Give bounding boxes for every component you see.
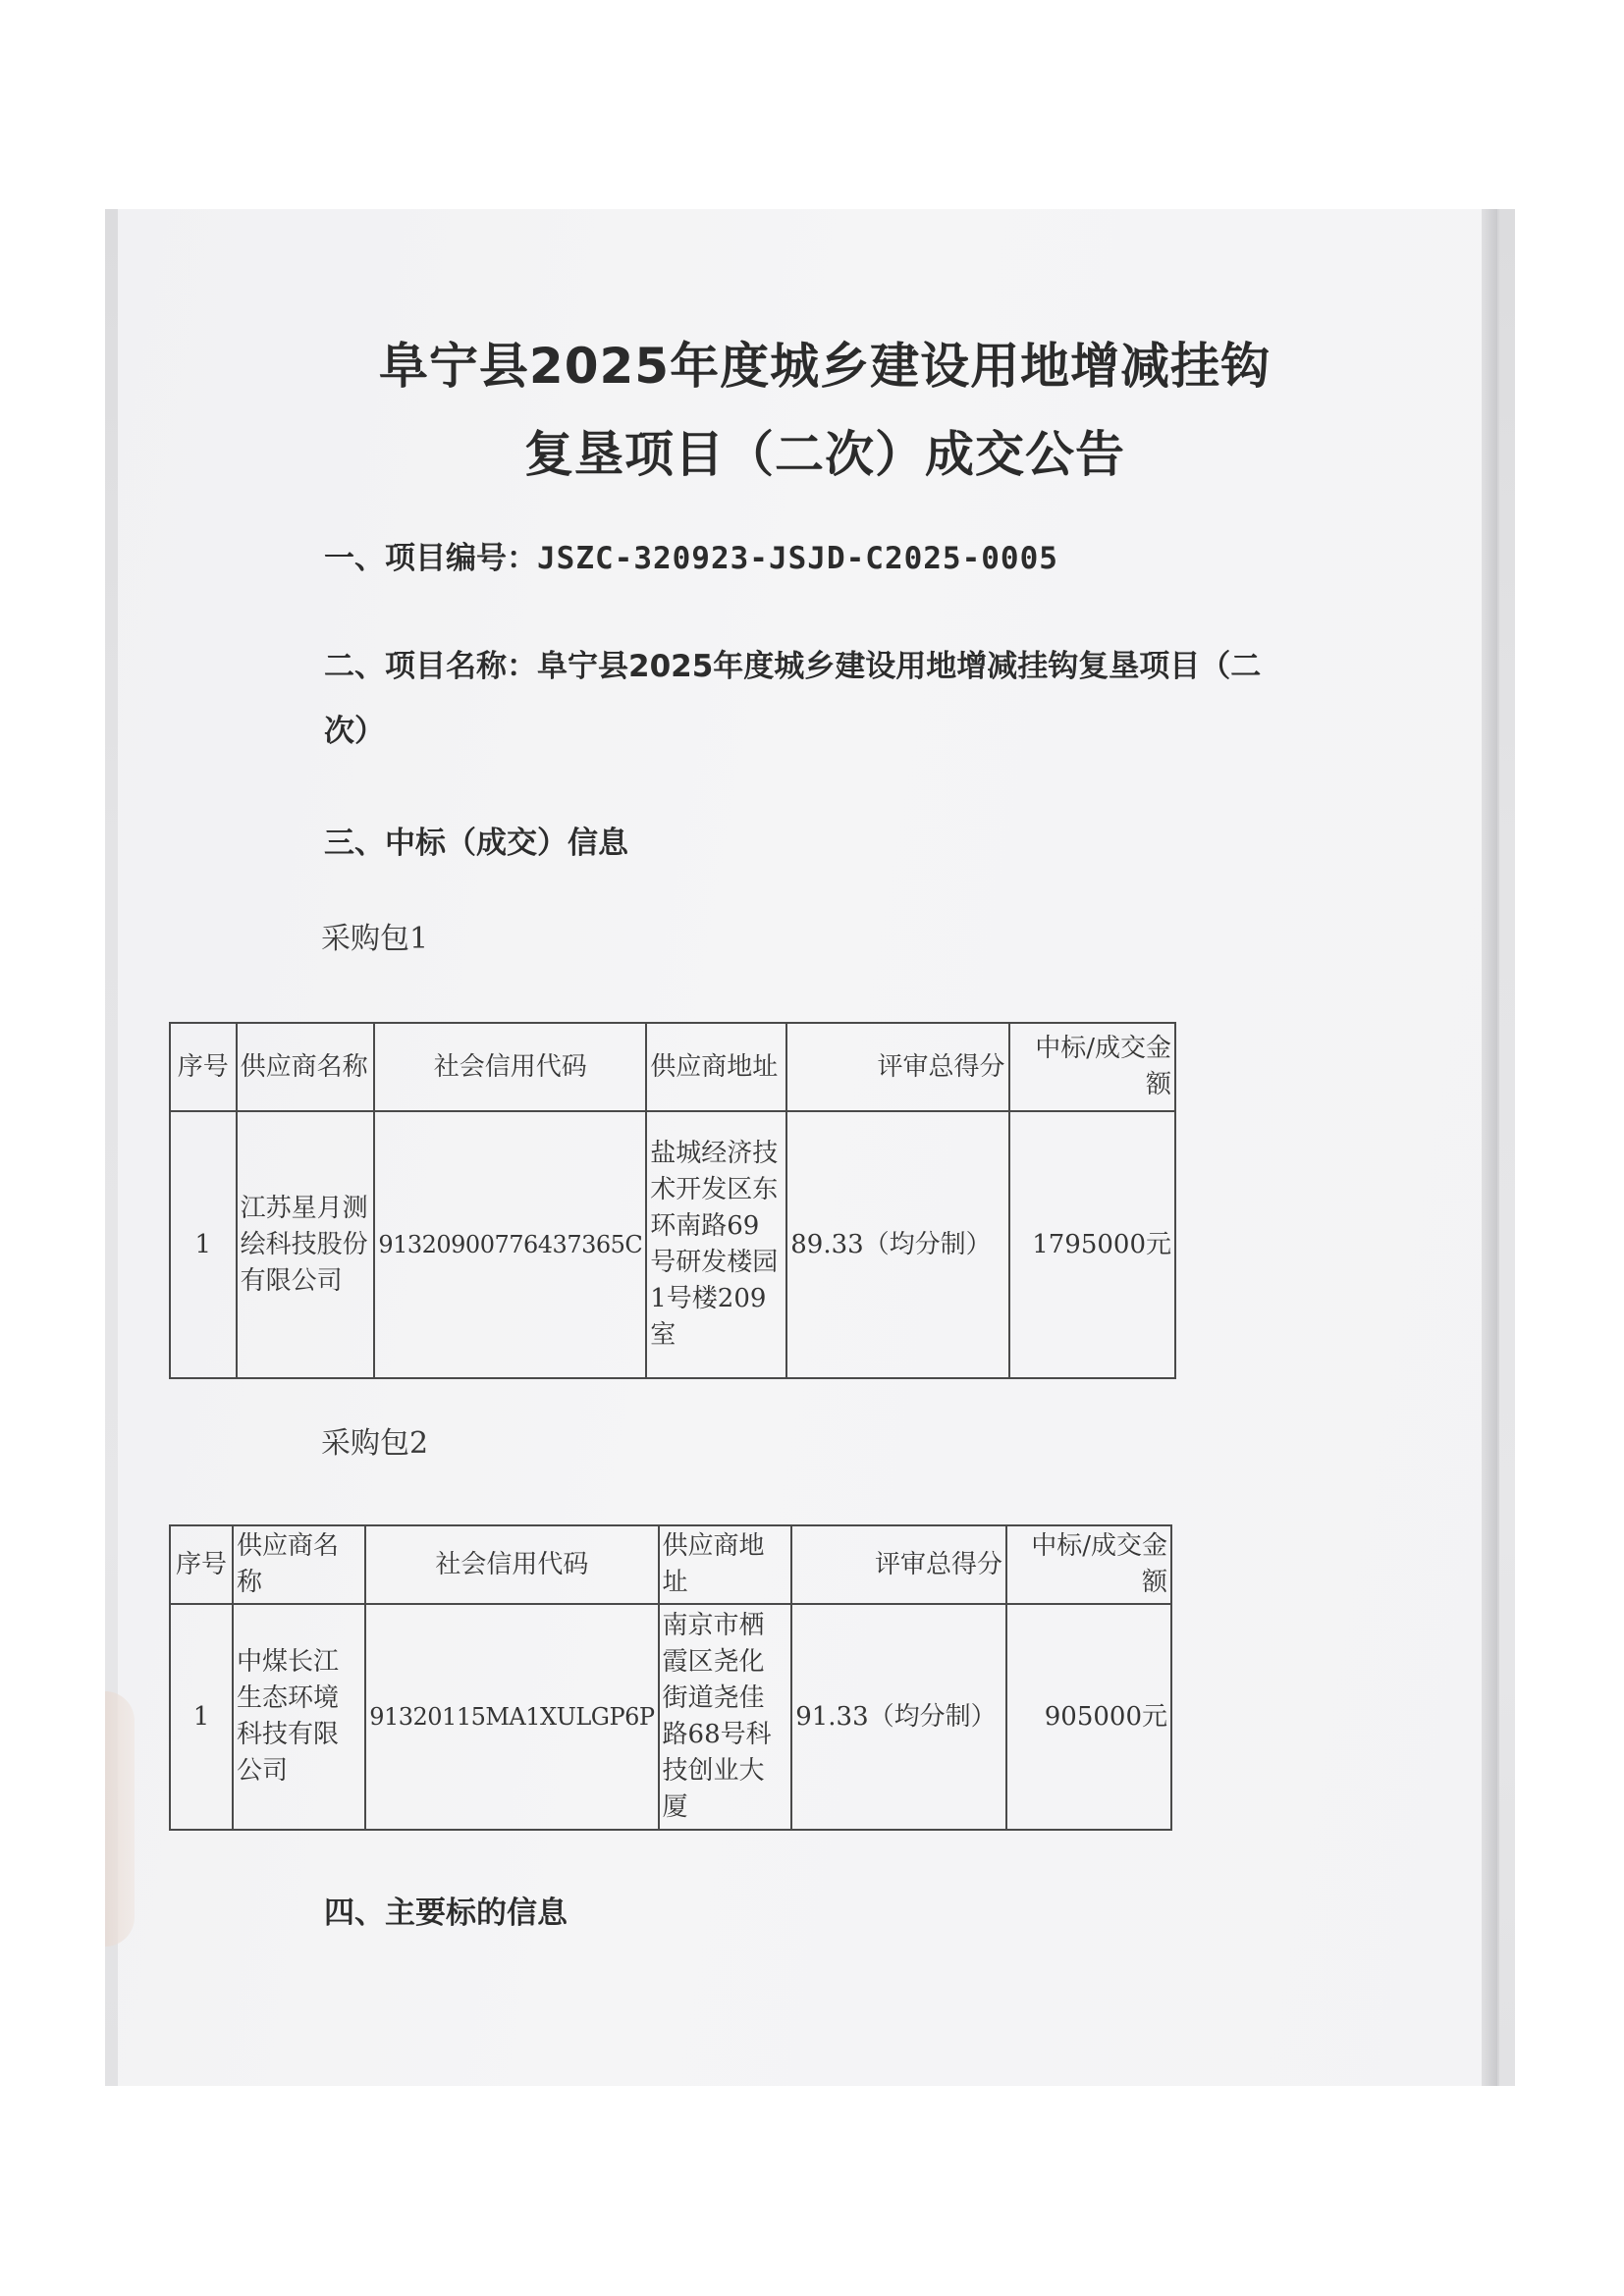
section-main-subject-info: 四、主要标的信息 (324, 1896, 568, 1931)
paper-sheet (118, 209, 1499, 2086)
col-address-header: 供应商地址 (646, 1023, 786, 1111)
package-2-table (169, 1524, 1172, 1831)
document-photo (105, 209, 1515, 2086)
row-no: 1 (170, 1604, 233, 1830)
col-no-header: 序号 (170, 1023, 237, 1111)
row-no: 1 (170, 1111, 237, 1378)
table-row (170, 1111, 1175, 1378)
supplier-name: 江苏星月测绘科技股份有限公司 (237, 1111, 375, 1378)
col-no-header: 序号 (170, 1525, 233, 1604)
package-1-table (169, 1022, 1176, 1379)
col-score-header: 评审总得分 (786, 1023, 1008, 1111)
project-number-label: 一、项目编号： (324, 541, 537, 576)
credit-code: 91320900776437365C (374, 1111, 646, 1378)
section-project-name-line-2: 次） (324, 714, 385, 749)
col-name-header: 供应商名称 (237, 1023, 375, 1111)
col-amount-header: 中标/成交金额 (1006, 1525, 1171, 1604)
supplier-address: 南京市栖霞区尧化街道尧佳路68号科技创业大厦 (659, 1604, 792, 1830)
title-line-2: 复垦项目（二次）成交公告 (524, 426, 1125, 483)
supplier-name: 中煤长江生态环境科技有限公司 (233, 1604, 365, 1830)
section-project-number (324, 533, 1058, 577)
table-header-row (170, 1023, 1175, 1111)
title-line-1: 阜宁县2025年度城乡建设用地增减挂钩 (378, 338, 1272, 395)
credit-code: 91320115MA1XULGP6P (365, 1604, 658, 1830)
package-1-label: 采购包1 (321, 922, 429, 956)
page-edge-shadow (1482, 209, 1497, 2086)
review-score: 91.33（均分制） (791, 1604, 1006, 1830)
supplier-address: 盐城经济技术开发区东环南路69号研发楼园1号楼209室 (646, 1111, 786, 1378)
table-row (170, 1604, 1171, 1830)
section-award-info: 三、中标（成交）信息 (324, 826, 628, 861)
table-header-row (170, 1525, 1171, 1604)
col-code-header: 社会信用代码 (374, 1023, 646, 1111)
review-score: 89.33（均分制） (786, 1111, 1008, 1378)
package-2-label: 采购包2 (321, 1426, 429, 1461)
finger-shadow (105, 1691, 135, 1947)
award-amount: 1795000元 (1009, 1111, 1175, 1378)
col-amount-header: 中标/成交金额 (1009, 1023, 1175, 1111)
award-amount: 905000元 (1006, 1604, 1171, 1830)
col-score-header: 评审总得分 (791, 1525, 1006, 1604)
col-code-header: 社会信用代码 (365, 1525, 658, 1604)
section-project-name-line-1: 二、项目名称：阜宁县2025年度城乡建设用地增减挂钩复垦项目（二 (324, 649, 1262, 684)
col-address-header: 供应商地址 (659, 1525, 792, 1604)
col-name-header: 供应商名称 (233, 1525, 365, 1604)
project-number-value: JSZC-320923-JSJD-C2025-0005 (537, 541, 1058, 576)
